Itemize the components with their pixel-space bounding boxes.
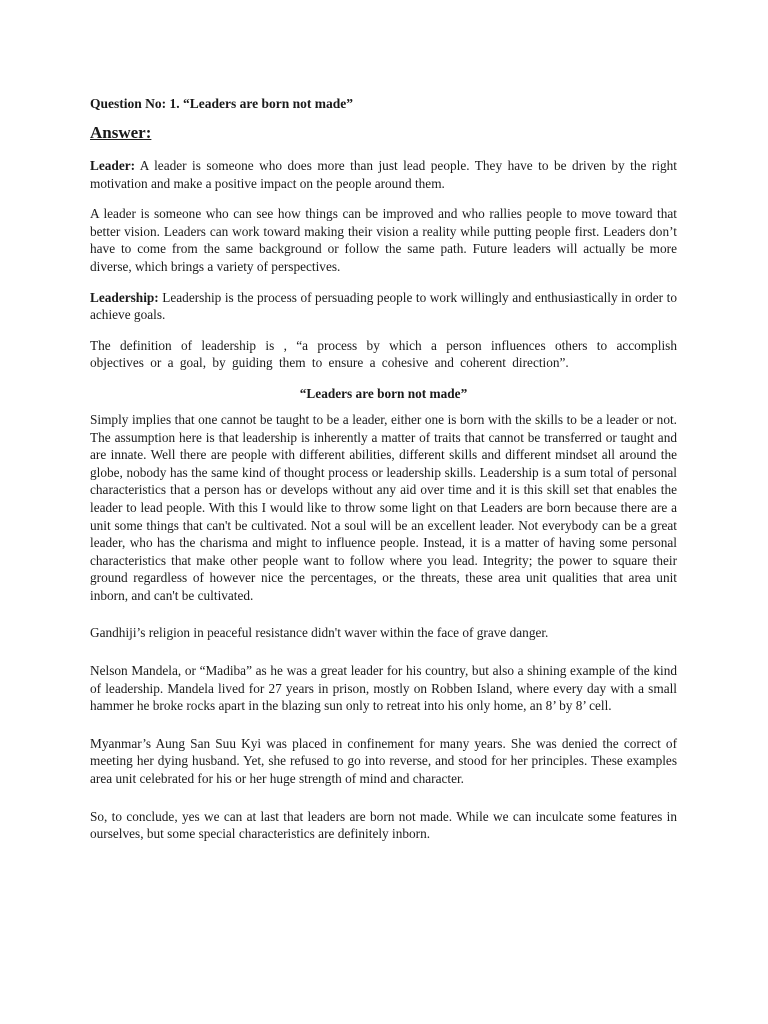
leadership-definition-text: Leadership is the process of persuading people to work willingly and enthusiastically in order to achieve goals. (90, 289, 677, 323)
question-heading: Question No: 1. “Leaders are born not made” (90, 96, 353, 111)
leader-term: Leader: (90, 158, 136, 173)
section-title: “Leaders are born not made” (299, 385, 468, 401)
gandhi-paragraph: Gandhiji’s religion in peaceful resistance didn't waver within the face of grave danger. (90, 625, 549, 641)
leader-definition-paragraph (90, 157, 677, 192)
vision-paragraph: A leader is someone who can see how things can be improved and who rallies people to move toward that better vision. Leaders can work toward making their vision a reality while putting people first. Leaders don’t have to come from the same background or follow the same path. Future leaders will actually be more diverse, which brings a variety of perspectives. (90, 206, 677, 274)
born-leaders-paragraph: Simply implies that one cannot be taught to be a leader, either one is born with the skills to be a leader or not. The assumption here is that leadership is inherently a matter of traits that cannot be transferred or taught and are innate. Well there are people with different abilities, different skills and different mindset all around the globe, nobody has the same kind of thought process or leadership skills. Leadership is a sum total of personal characteristics that a person has or develops without any aid over time and it is this skill set that enables the leader to lead people. With this I would like to throw some light on that Leaders are born because there are a unit some things that can't be cultivated. Not a soul will be an excellent leader. Not everybody can be a great leader, who has the charisma and might to influence people. Instead, it is a matter of having some personal characteristics that make other people want to follow where you lead. Integrity; the power to square their ground regardless of however nice the percentages, or the threats, these area unit qualities that area unit inborn, and can't be cultivated. (90, 411, 677, 603)
answer-heading: Answer: (90, 123, 152, 142)
mandela-paragraph: Nelson Mandela, or “Madiba” as he was a great leader for his country, but also a shining example of the kind of leadership. Mandela lived for 27 years in prison, mostly on Robben Island, where every day with a small hammer he broke rocks apart in the blazing sun only to retreat into his only home, an 8’ by 8’ cell. (90, 663, 677, 714)
document-page (90, 96, 677, 856)
leader-definition-text: A leader is someone who does more than just lead people. They have to be driven by the right motivation and make a positive impact on the people around them. (90, 158, 677, 191)
definition-quote-paragraph: The definition of leadership is , “a process by which a person influences others to accomplish objectives or a goal, by guiding them to ensure a cohesive and coherent direction”. (90, 337, 677, 371)
leadership-definition-paragraph (90, 289, 677, 324)
leadership-term: Leadership: (90, 289, 159, 305)
suu-kyi-paragraph: Myanmar’s Aung San Suu Kyi was placed in confinement for many years. She was denied the correct of meeting her dying husband. Yet, she refused to go into reverse, and stood for her principles. These examples area unit celebrated for his or her huge strength of mind and character. (90, 735, 677, 787)
conclusion-paragraph: So, to conclude, yes we can at last that leaders are born not made. While we can inculcate some features in ourselves, but some special characteristics are definitely inborn. (90, 808, 677, 842)
